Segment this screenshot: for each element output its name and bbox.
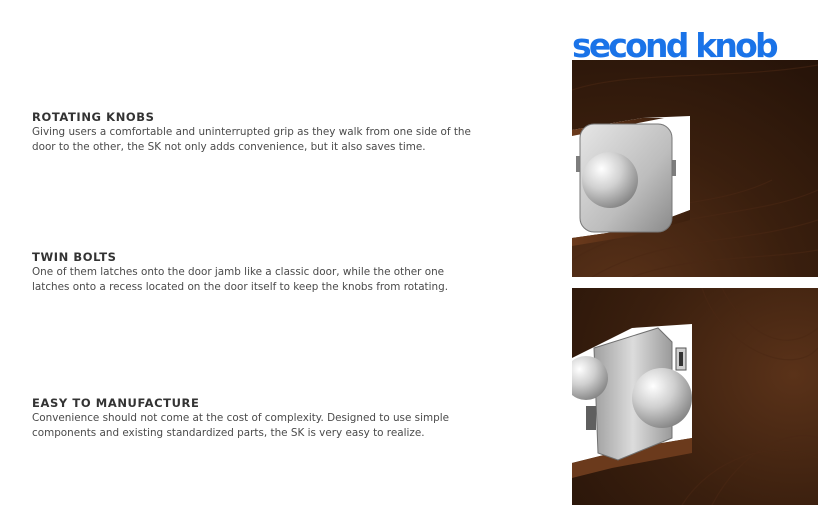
feature-heading: TWIN BOLTS [32,250,117,264]
feature-heading: ROTATING KNOBS [32,110,155,124]
feature-easy-to-manufacture [32,396,472,441]
render-knob-side [572,288,818,505]
feature-description: One of them latches onto the door jamb like a classic door, while the other one latches onto a recess located on the door itself to keep the knobs from rotating. [32,266,449,293]
render-knob-front [572,60,818,277]
knob-front-illustration [572,60,818,277]
product-title: second knob [572,26,776,65]
feature-heading: EASY TO MANUFACTURE [32,396,200,410]
feature-rotating-knobs [32,110,472,155]
knob-side-illustration [572,288,818,505]
feature-twin-bolts [32,250,472,295]
feature-description: Giving users a comfortable and uninterrupted grip as they walk from one side of the door to the other, the SK not only adds convenience, but it also saves time. [32,126,471,153]
feature-description: Convenience should not come at the cost of complexity. Designed to use simple components and existing standardized parts, the SK is very easy to realize. [32,412,449,439]
